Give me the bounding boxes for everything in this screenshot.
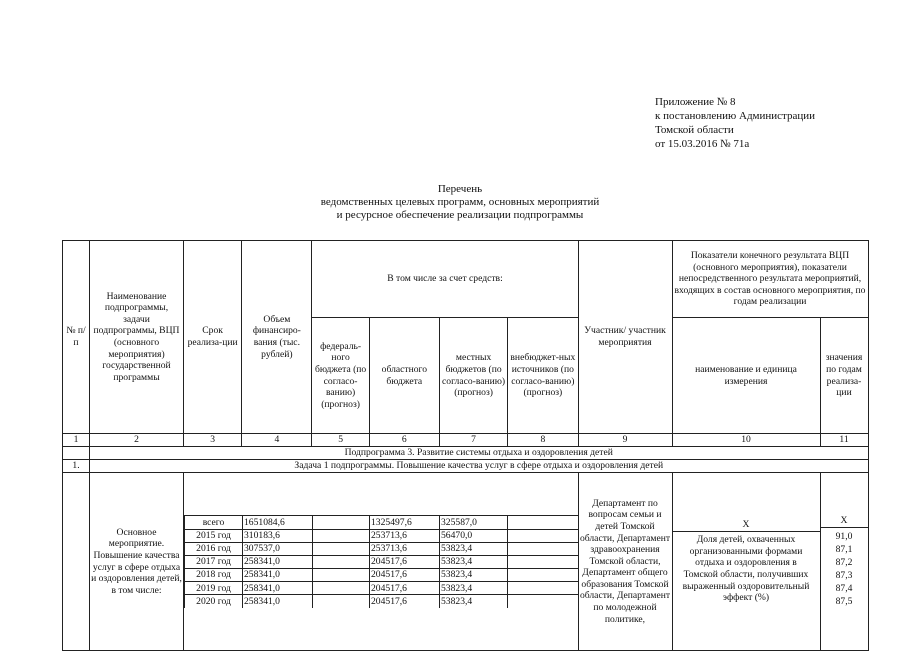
funding-federal — [313, 569, 370, 582]
funding-regional: 253713,6 — [370, 529, 440, 542]
funding-period: 2017 год — [185, 555, 243, 568]
index-cell: 1 — [63, 434, 90, 447]
funding-regional: 253713,6 — [370, 542, 440, 555]
indicator-name: Доля детей, охваченных организованными формами отдыха и оздоровления в Томской области, получивших выраженный оздоровительный эффект (%) — [682, 534, 810, 604]
header-indicators-group: Показатели конечного результата ВЦП (основного мероприятия), показатели непосредственного результата мероприятий, входящих в состав основного мероприятия, по годам реализации — [672, 241, 868, 318]
funding-regional: 1325497,6 — [370, 516, 440, 529]
indicator-cell — [672, 473, 820, 651]
funding-regional: 204517,6 — [370, 555, 440, 568]
indicator-values-cell — [820, 473, 868, 651]
index-cell: 11 — [820, 434, 868, 447]
index-cell: 9 — [578, 434, 672, 447]
funding-local: 56470,0 — [440, 529, 508, 542]
participant-cell: Департамент по вопросам семьи и детей Томской области, Департамент здравоохранения Томской области, Департамент общего образования Томской области, Департамент по молодежной политике, — [578, 473, 672, 651]
title-line: и ресурсное обеспечение реализации подпрограммы — [336, 209, 584, 221]
indicator-value: 87,4 — [835, 583, 853, 594]
funding-federal — [313, 542, 370, 555]
indicator-value: 91,0 — [835, 531, 853, 542]
funding-row — [185, 555, 578, 568]
header-participant: Участник/ участник мероприятия — [578, 241, 672, 434]
funding-row — [185, 529, 578, 542]
funding-local: 53823,4 — [440, 542, 508, 555]
header-regional: областного бюджета — [369, 318, 439, 434]
funding-total: 1651084,6 — [243, 516, 313, 529]
funding-row — [185, 595, 578, 608]
funding-local: 53823,4 — [440, 555, 508, 568]
indicator-values-list — [821, 528, 868, 608]
funding-extra — [508, 569, 578, 582]
header-volume: Объем финансиро-вания (тыс. рублей) — [242, 241, 312, 434]
funding-extra — [508, 595, 578, 608]
index-cell: 5 — [312, 434, 369, 447]
funding-row — [185, 569, 578, 582]
document-title — [200, 183, 720, 222]
funding-extra — [508, 555, 578, 568]
subprogram-row: Подпрограмма 3. Развитие системы отдыха и оздоровления детей — [90, 447, 869, 460]
funding-local: 325587,0 — [440, 516, 508, 529]
indicator-value: 87,2 — [835, 557, 853, 568]
column-index-row — [63, 434, 869, 447]
funding-block — [184, 473, 579, 651]
funding-federal — [313, 516, 370, 529]
program-table — [62, 240, 869, 651]
header-local: местных бюджетов (по согласо-ванию) (прогноз) — [439, 318, 507, 434]
funding-local: 53823,4 — [440, 595, 508, 608]
appendix-line: Томской области — [655, 124, 734, 136]
funding-extra — [508, 516, 578, 529]
header-term: Срок реализа-ции — [184, 241, 242, 434]
funding-row — [185, 582, 578, 595]
funding-total: 307537,0 — [243, 542, 313, 555]
index-cell: 3 — [184, 434, 242, 447]
funding-total: 258341,0 — [243, 595, 313, 608]
funding-regional: 204517,6 — [370, 582, 440, 595]
appendix-line: Приложение № 8 — [655, 96, 736, 108]
indicator-value: 87,3 — [835, 570, 853, 581]
funding-regional: 204517,6 — [370, 569, 440, 582]
header-sources-group: В том числе за счет средств: — [312, 241, 578, 318]
activity-name: Основное мероприятие. Повышение качества услуг в сфере отдыха и оздоровления детей, в том числе: — [90, 473, 184, 651]
task-number: 1. — [63, 460, 90, 473]
funding-total: 258341,0 — [243, 582, 313, 595]
index-cell: 8 — [508, 434, 578, 447]
index-cell: 2 — [90, 434, 184, 447]
values-x-mark: Х — [821, 515, 868, 528]
funding-federal — [313, 555, 370, 568]
funding-period: 2018 год — [185, 569, 243, 582]
indicator-value: 87,1 — [835, 544, 853, 555]
indicator-value: 87,5 — [835, 596, 853, 607]
funding-period: 2019 год — [185, 582, 243, 595]
funding-regional: 204517,6 — [370, 595, 440, 608]
funding-local: 53823,4 — [440, 569, 508, 582]
funding-row — [185, 516, 578, 529]
funding-federal — [313, 582, 370, 595]
funding-local: 53823,4 — [440, 582, 508, 595]
header-extra: внебюджет-ных источников (по согласо-ванию) (прогноз) — [508, 318, 578, 434]
title-line: ведомственных целевых программ, основных мероприятий — [320, 196, 600, 208]
funding-total: 258341,0 — [243, 555, 313, 568]
header-indicator-name: наименование и единица измерения — [672, 318, 820, 434]
funding-table — [184, 515, 578, 607]
funding-period: 2016 год — [185, 542, 243, 555]
funding-extra — [508, 582, 578, 595]
funding-federal — [313, 595, 370, 608]
funding-total: 310183,6 — [243, 529, 313, 542]
header-federal: федераль-ного бюджета (по согласо-ванию) (прогноз) — [312, 318, 369, 434]
funding-total: 258341,0 — [243, 569, 313, 582]
funding-extra — [508, 529, 578, 542]
header-num: № п/п — [63, 241, 90, 434]
header-indicator-values: значения по годам реализа-ции — [820, 318, 868, 434]
index-cell: 10 — [672, 434, 820, 447]
index-cell: 4 — [242, 434, 312, 447]
appendix-line: от 15.03.2016 № 71а — [655, 138, 750, 150]
task-row: Задача 1 подпрограммы. Повышение качества услуг в сфере отдыха и оздоровления детей — [90, 460, 869, 473]
appendix-note — [655, 95, 815, 151]
funding-row — [185, 542, 578, 555]
title-line: Перечень — [437, 183, 483, 195]
funding-period: 2020 год — [185, 595, 243, 608]
index-cell: 7 — [439, 434, 507, 447]
appendix-line: к постановлению Администрации — [655, 110, 816, 122]
index-cell: 6 — [369, 434, 439, 447]
funding-extra — [508, 542, 578, 555]
funding-federal — [313, 529, 370, 542]
funding-period: 2015 год — [185, 529, 243, 542]
funding-period: всего — [185, 516, 243, 529]
header-name: Наименование подпрограммы, задачи подпрограммы, ВЦП (основного мероприятия) государственной программы — [90, 241, 184, 434]
indicator-x-mark: Х — [673, 519, 820, 532]
